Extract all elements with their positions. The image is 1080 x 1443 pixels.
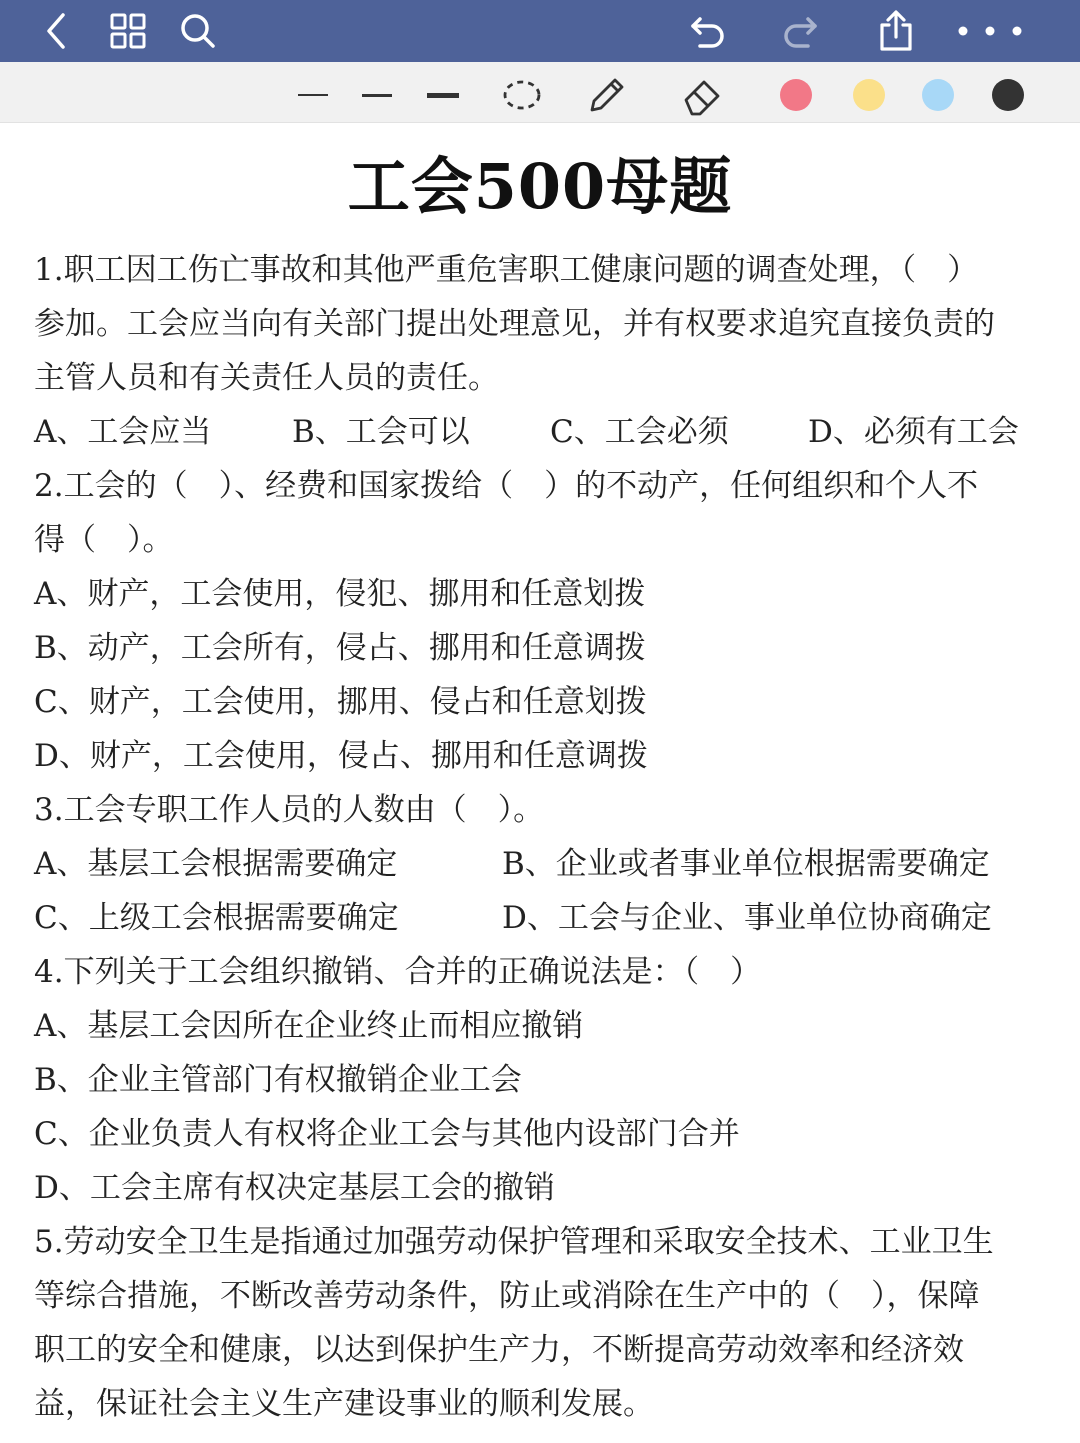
share-icon[interactable] xyxy=(874,6,918,56)
question-3-text: 3.工会专职工作人员的人数由（ ）。 xyxy=(34,792,545,828)
q3-option-b: B、企业或者事业单位根据需要确定 xyxy=(502,846,990,882)
q4-option-c: C、企业负责人有权将企业工会与其他内设部门合并 xyxy=(34,1116,740,1152)
back-icon[interactable] xyxy=(36,6,76,56)
q3-option-a: A、基层工会根据需要确定 xyxy=(34,846,398,882)
q2-option-d: D、财产，工会使用，侵占、挪用和任意调拨 xyxy=(34,738,648,774)
question-5-text: 职工的安全和健康，以达到保护生产力，不断提高劳动效率和经济效 xyxy=(34,1332,964,1368)
medium-line-icon[interactable] xyxy=(360,80,394,110)
q4-option-b: B、企业主管部门有权撤销企业工会 xyxy=(34,1062,522,1098)
thick-line-icon[interactable] xyxy=(424,80,462,110)
top-navigation-bar xyxy=(0,0,1080,62)
q2-option-a: A、财产，工会使用，侵犯、挪用和任意划拨 xyxy=(34,576,646,612)
color-swatch-yellow[interactable] xyxy=(853,79,885,111)
question-5-text: 益，保证社会主义生产建设事业的顺利发展。 xyxy=(34,1386,654,1422)
q3-option-d: D、工会与企业、事业单位协商确定 xyxy=(502,900,992,936)
eraser-icon[interactable] xyxy=(678,72,726,118)
q2-option-c: C、财产，工会使用，挪用、侵占和任意划拨 xyxy=(34,684,647,720)
question-5-text: 5.劳动安全卫生是指通过加强劳动保护管理和采取安全技术、工业卫生 xyxy=(34,1224,994,1260)
pencil-icon[interactable] xyxy=(584,72,630,118)
q2-option-b: B、动产，工会所有，侵占、挪用和任意调拨 xyxy=(34,630,646,666)
undo-icon[interactable] xyxy=(686,6,730,56)
question-2-text: 2.工会的（ ）、经费和国家拨给（ ）的不动产，任何组织和个人不 xyxy=(34,468,979,504)
question-1-text: 1.职工因工伤亡事故和其他严重危害职工健康问题的调查处理，（ ） xyxy=(34,252,979,288)
question-5-text: 等综合措施，不断改善劳动条件，防止或消除在生产中的（ ），保障 xyxy=(34,1278,980,1314)
grid-icon[interactable] xyxy=(106,6,150,56)
redo-icon[interactable] xyxy=(778,6,822,56)
more-icon[interactable] xyxy=(952,6,1028,56)
q1-option-a: A、工会应当 xyxy=(34,414,212,450)
document-title: 工会500母题 xyxy=(347,150,733,223)
color-swatch-pink[interactable] xyxy=(780,79,812,111)
question-1-text: 参加。工会应当向有关部门提出处理意见，并有权要求追究直接负责的 xyxy=(34,306,995,342)
color-swatch-blue[interactable] xyxy=(922,79,954,111)
color-swatch-black[interactable] xyxy=(992,79,1024,111)
q1-option-c: C、工会必须 xyxy=(550,414,729,450)
question-1-text: 主管人员和有关责任人员的责任。 xyxy=(34,360,499,396)
thin-line-icon[interactable] xyxy=(296,80,330,110)
document-page xyxy=(0,123,1080,1443)
lasso-icon[interactable] xyxy=(500,76,544,114)
q3-option-c: C、上级工会根据需要确定 xyxy=(34,900,399,936)
question-2-text: 得（ ）。 xyxy=(34,522,174,558)
question-4-text: 4.下列关于工会组织撤销、合并的正确说法是：（ ） xyxy=(34,954,762,990)
q1-option-b: B、工会可以 xyxy=(292,414,470,450)
q4-option-a: A、基层工会因所在企业终止而相应撤销 xyxy=(34,1008,584,1044)
q1-option-d: D、必须有工会 xyxy=(808,414,1019,450)
q4-option-d: D、工会主席有权决定基层工会的撤销 xyxy=(34,1170,555,1206)
search-icon[interactable] xyxy=(176,6,220,56)
